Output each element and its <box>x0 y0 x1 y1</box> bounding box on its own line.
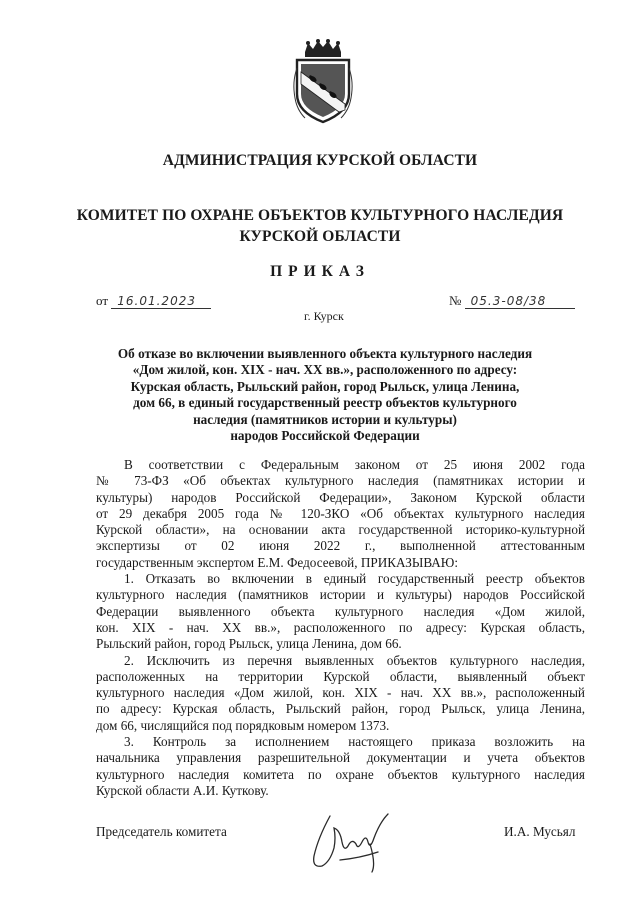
body-line: культурного наследия (памятников истории и культуры) народов Российской <box>96 587 585 603</box>
date-prefix: от <box>96 293 109 308</box>
signer-position: Председатель комитета <box>96 824 227 839</box>
committee-title-line2: КУРСКОЙ ОБЛАСТИ <box>239 228 401 245</box>
body-line: экспертизы от 02 июня 2022 г., выполненной аттестованным <box>96 538 585 554</box>
subject-line: «Дом жилой, кон. XIX - нач. XX вв.», расположенного по адресу: <box>132 362 518 378</box>
handwritten-signature-icon <box>300 808 410 874</box>
body-line: 2. Исключить из перечня выявленных объектов культурного наследия, <box>124 652 585 668</box>
body-line: культуры) народов Российской Федерации», Законом Курской области <box>96 489 585 505</box>
document-city: г. Курск <box>304 309 344 323</box>
document-number <box>449 293 575 309</box>
body-line: Курской области», на основании акта государственной историко-культурной <box>96 522 585 538</box>
subject-line: наследия (памятников истории и культуры) <box>193 411 457 427</box>
subject-line: народов Российской Федерации <box>230 428 420 444</box>
body-line: начальника управления разрешительной документации и учета объектов <box>96 750 585 766</box>
document-type: ПРИКАЗ <box>270 263 370 280</box>
body-line: по адресу: Курская область, Рыльский район, город Рыльск, улица Ленина, <box>96 701 585 717</box>
body-line: Федерации выявленного объекта культурного наследия «Дом жилой, <box>96 603 585 619</box>
body-line: от 29 декабря 2005 года № 120-ЗКО «Об объектах культурного наследия <box>96 505 585 521</box>
subject-line: Об отказе во включении выявленного объекта культурного наследия <box>117 346 533 361</box>
subject-line: Курская область, Рыльский район, город Рыльск, улица Ленина, <box>130 378 520 394</box>
body-line: Рыльский район, город Рыльск, улица Ленина, дом 66. <box>96 636 402 652</box>
kursk-coat-of-arms-icon <box>291 38 355 124</box>
number-value: 05.3-08/38 <box>465 294 575 309</box>
document-date <box>96 293 211 309</box>
body-line: государственным экспертом Е.М. Федосеевой, ПРИКАЗЫВАЮ: <box>96 554 459 570</box>
date-value: 16.01.2023 <box>111 294 211 309</box>
administration-title: АДМИНИСТРАЦИЯ КУРСКОЙ ОБЛАСТИ <box>162 152 478 169</box>
subject-line: дом 66, в единый государственный реестр объектов культурного <box>133 395 517 411</box>
body-line: № 73-ФЗ «Об объектах культурного наследия (памятниках истории и <box>96 473 585 489</box>
body-line: культурного наследия «Дом жилой, кон. XIX - нач. XX вв.», расположенный <box>96 685 585 701</box>
body-line: 3. Контроль за исполнением настоящего приказа возложить на <box>124 734 585 750</box>
body-line: Курской области А.И. Куткову. <box>96 782 269 798</box>
body-line: 1. Отказать во включении в единый государственный реестр объектов <box>124 571 585 587</box>
body-line: В соответствии с Федеральным законом от 25 июня 2002 года <box>124 457 585 472</box>
body-line: расположенных на территории Курской области, выявленный объект <box>96 668 585 684</box>
signer-name: И.А. Мусьял <box>504 824 576 839</box>
committee-title-line1: КОМИТЕТ ПО ОХРАНЕ ОБЪЕКТОВ КУЛЬТУРНОГО НАСЛЕДИЯ <box>76 207 564 224</box>
document-body <box>96 457 585 799</box>
committee-title <box>0 205 640 247</box>
document-subject <box>100 346 550 444</box>
number-prefix: № <box>449 293 462 308</box>
body-line: кон. XIX - нач. XX вв.», расположенного по адресу: Курская область, <box>96 619 585 635</box>
body-line: дом 66, числящийся под порядковым номером 1373. <box>96 717 390 733</box>
body-line: культурного наследия комитета по охране объектов культурного наследия <box>96 766 585 782</box>
